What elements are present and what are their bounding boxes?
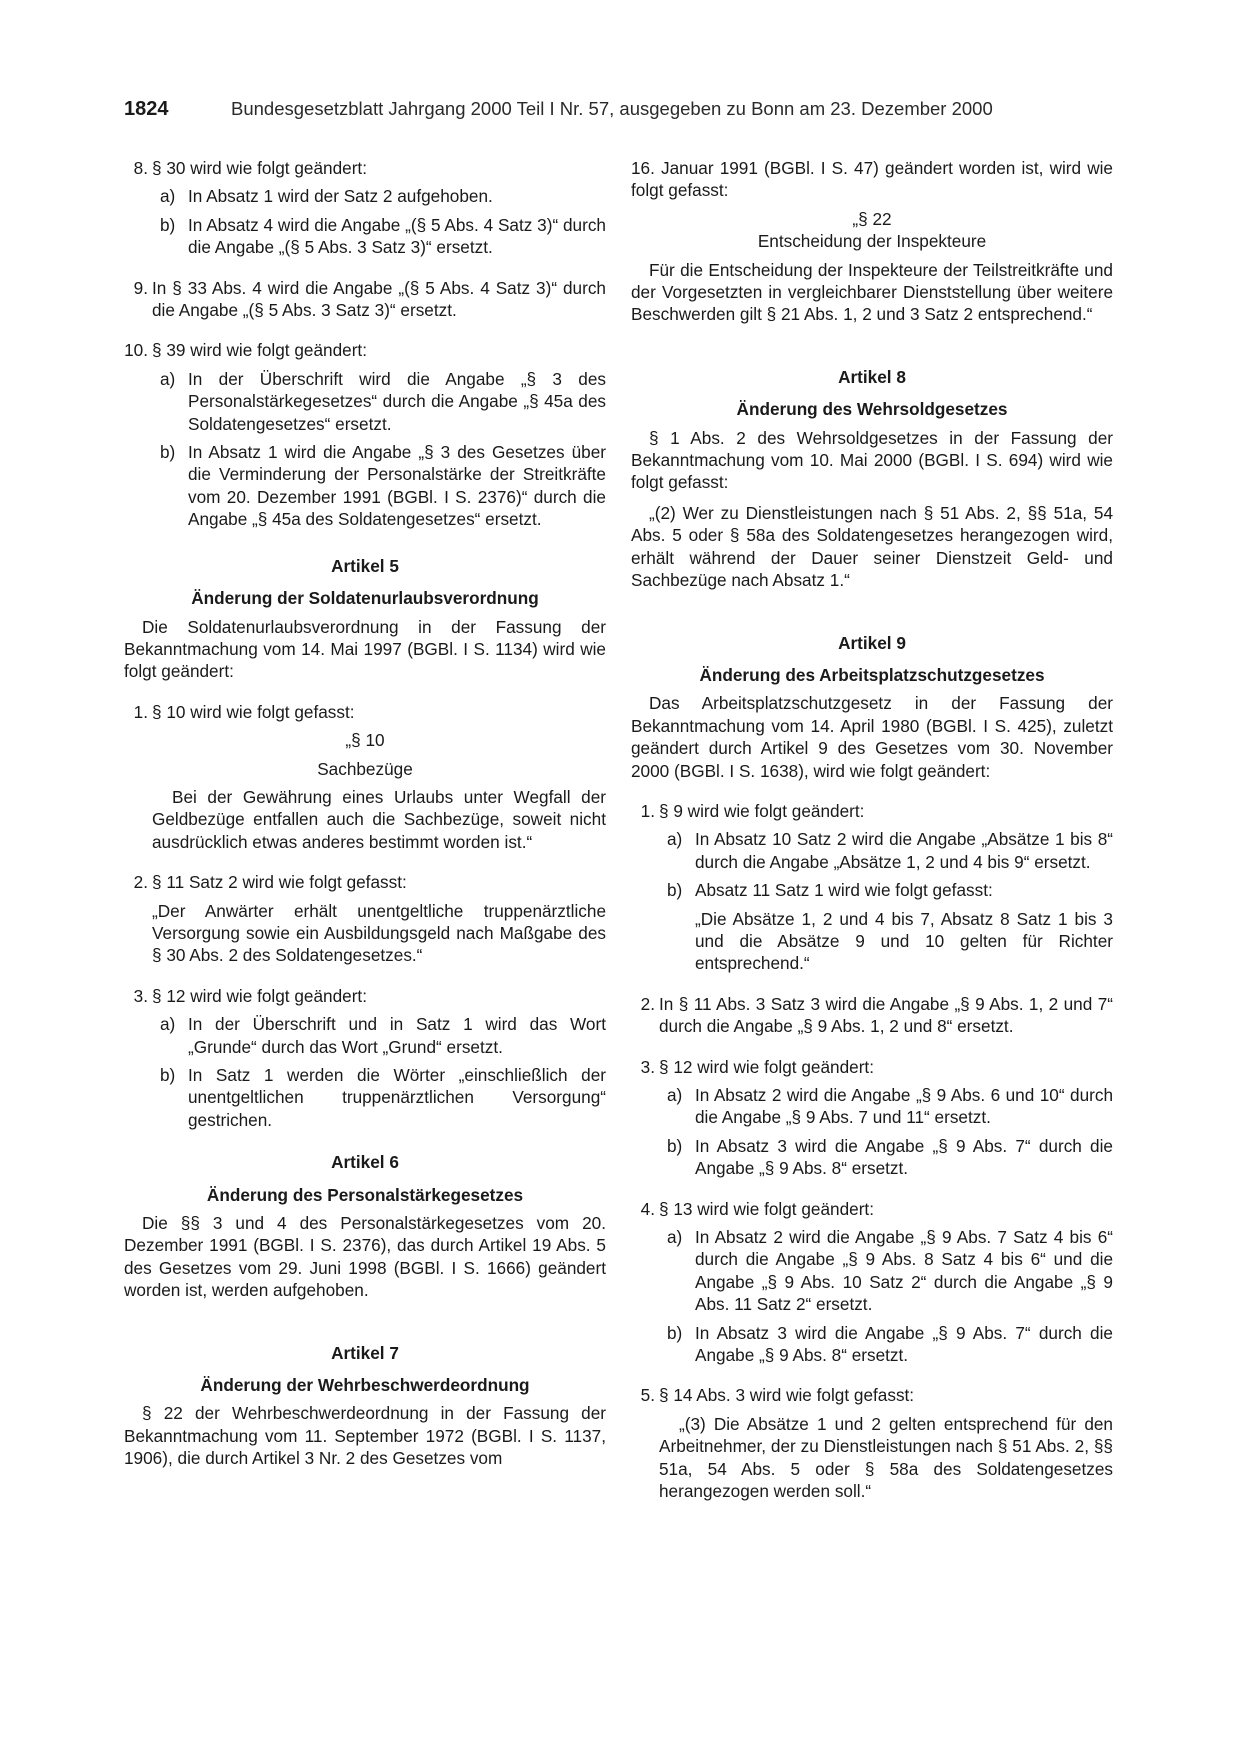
article-number: Artikel 6 — [331, 1152, 399, 1173]
sub-item: a) In Absatz 2 wird die Angabe „§ 9 Abs. 7 Satz 4 bis 6“ durch die Angabe „§ 9 Abs. 8 Satz 4 bis 6“ und die Angabe „§ 9 Abs. 10 Satz 2“ durch die Angabe „§ 9 Abs. 11 Satz 2“ ersetzt. — [667, 1227, 1113, 1315]
page-number: 1824 — [124, 98, 169, 120]
sub-item: b) In Absatz 3 wird die Angabe „§ 9 Abs. 7“ durch die Angabe „§ 9 Abs. 8“ ersetzt. — [667, 1135, 1113, 1179]
sub-item: a) In Absatz 2 wird die Angabe „§ 9 Abs. 6 und 10“ durch die Angabe „§ 9 Abs. 7 und 11“ ersetzt. — [667, 1085, 1113, 1128]
page-header — [124, 97, 1124, 122]
sub-item: b) In Satz 1 werden die Wörter „einschließlich der unentgeltlichen truppenärztlichen Versorgung“ gestrichen. — [160, 1065, 606, 1130]
list-item: 1. § 10 wird wie folgt gefasst: — [133, 701, 355, 722]
paragraph: § 1 Abs. 2 des Wehrsoldgesetzes in der Fassung der Bekanntmachung vom 10. Mai 2000 (BGBl. I S. 694) wird wie folgt gefasst: — [631, 427, 1113, 493]
sub-item: a) In der Überschrift und in Satz 1 wird das Wort „Grunde“ durch das Wort „Grund“ ersetzt. — [160, 1014, 606, 1057]
sub-item: b) In Absatz 1 wird die Angabe „§ 3 des Gesetzes über die Verminderung der Personalstärke der Streitkräfte vom 20. Dezember 1991 (BGBl. I S. 2376)“ durch die Angabe „§ 45a des Soldatengesetzes“ ersetzt. — [160, 442, 606, 530]
section-number: „§ 22 — [852, 208, 892, 229]
sub-item: b) In Absatz 3 wird die Angabe „§ 9 Abs. 7“ durch die Angabe „§ 9 Abs. 8“ ersetzt. — [667, 1322, 1113, 1366]
paragraph: Die Soldatenurlaubsverordnung in der Fassung der Bekanntmachung vom 14. Mai 1997 (BGBl. I S. 1134) wird wie folgt geändert: — [124, 616, 606, 682]
sub-item: a) In der Überschrift wird die Angabe „§ 3 des Personalstärkegesetzes“ durch die Angabe „§ 45a des Soldatengesetzes“ ersetzt. — [160, 368, 606, 434]
quoted-text: „Der Anwärter erhält unentgeltliche truppenärztliche Versorgung sowie ein Ausbildungsgeld nach Maßgabe des § 30 Abs. 2 des Soldatengesetzes.“ — [152, 900, 606, 966]
paragraph: Die §§ 3 und 4 des Personalstärkegesetzes vom 20. Dezember 1991 (BGBl. I S. 2376), das durch Artikel 19 Abs. 5 des Gesetzes vom 29. Juni 1998 (BGBl. I S. 1666) geändert worden ist, werden aufgehoben. — [124, 1213, 606, 1301]
article-title: Änderung der Wehrbeschwerdeordnung — [200, 1375, 530, 1396]
quoted-text: Bei der Gewährung eines Urlaubs unter Wegfall der Geldbezüge entfallen auch die Sachbezüge, soweit nicht ausdrücklich etwas anderes bestimmt worden ist.“ — [152, 786, 606, 852]
list-item: 1. § 9 wird wie folgt geändert: — [640, 800, 865, 821]
article-number: Artikel 8 — [838, 366, 906, 387]
left-column — [124, 157, 606, 1470]
paragraph-continuation: 16. Januar 1991 (BGBl. I S. 47) geändert worden ist, wird wie folgt gefasst: — [631, 158, 1113, 201]
list-item: 9. In § 33 Abs. 4 wird die Angabe „(§ 5 Abs. 4 Satz 3)“ durch die Angabe „(§ 5 Abs. 3 Satz 3)“ ersetzt. — [133, 277, 606, 321]
list-item: 3. § 12 wird wie folgt geändert: — [640, 1056, 874, 1077]
right-column — [631, 157, 1113, 1503]
list-item: 4. § 13 wird wie folgt geändert: — [640, 1198, 874, 1219]
section-number: „§ 10 — [345, 730, 385, 751]
sub-item: a) In Absatz 10 Satz 2 wird die Angabe „Absätze 1 bis 8“ durch die Angabe „Absätze 1, 2 und 4 bis 9“ ersetzt. — [667, 829, 1113, 872]
article-number: Artikel 5 — [331, 555, 399, 576]
list-item: 2. § 11 Satz 2 wird wie folgt gefasst: — [133, 872, 407, 893]
list-item: 5. § 14 Abs. 3 wird wie folgt gefasst: — [640, 1385, 915, 1406]
sub-item: b) Absatz 11 Satz 1 wird wie folgt gefasst: — [667, 880, 993, 901]
article-title: Änderung des Arbeitsplatzschutzgesetzes — [699, 664, 1045, 685]
list-item: 10. § 39 wird wie folgt geändert: — [124, 340, 367, 361]
list-item: 3. § 12 wird wie folgt geändert: — [133, 985, 367, 1006]
quoted-text: „(2) Wer zu Dienstleistungen nach § 51 Abs. 2, §§ 51a, 54 Abs. 5 oder § 58a des Soldatengesetzes herangezogen wird, erhält während der Dauer seiner Dienstzeit Geld- und Sachbezüge nach Absatz 1.“ — [631, 502, 1113, 591]
article-title: Änderung der Soldatenurlaubsverordnung — [191, 588, 539, 609]
paragraph: Das Arbeitsplatzschutzgesetz in der Fassung der Bekanntmachung vom 14. April 1980 (BGBl. I S. 425), zuletzt geändert durch Artikel 9 des Gesetzes vom 30. November 2000 (BGBl. I S. 1638), wird wie folgt geändert: — [631, 693, 1113, 781]
article-title: Änderung des Wehrsoldgesetzes — [736, 399, 1008, 420]
quoted-text: „(3) Die Absätze 1 und 2 gelten entsprechend für den Arbeitnehmer, der zu Dienstleistungen nach § 51 Abs. 2, §§ 51a, 54 Abs. 5 oder § 58a des Soldatengesetzes herangezogen werden soll.“ — [659, 1413, 1113, 1502]
article-title: Änderung des Personalstärkegesetzes — [206, 1184, 524, 1205]
list-item: 8. § 30 wird wie folgt geändert: — [133, 158, 367, 178]
sub-item: a) In Absatz 1 wird der Satz 2 aufgehoben. — [160, 186, 493, 207]
section-heading: Sachbezüge — [317, 758, 413, 779]
article-number: Artikel 9 — [838, 632, 906, 653]
section-heading: Entscheidung der Inspekteure — [757, 231, 987, 252]
header-title: Bundesgesetzblatt Jahrgang 2000 Teil I Nr. 57, ausgegeben zu Bonn am 23. Dezember 2000 — [231, 98, 993, 119]
paragraph: § 22 der Wehrbeschwerdeordnung in der Fassung der Bekanntmachung vom 11. September 1972 (BGBl. I S. 1137, 1906), die durch Artikel 3 Nr. 2 des Gesetzes vom — [124, 1403, 606, 1469]
list-item: 2. In § 11 Abs. 3 Satz 3 wird die Angabe „§ 9 Abs. 1, 2 und 7“ durch die Angabe „§ 9 Abs. 1, 2 und 8“ ersetzt. — [640, 993, 1113, 1037]
article-number: Artikel 7 — [331, 1342, 399, 1363]
quoted-text: Für die Entscheidung der Inspekteure der Teilstreitkräfte und der Vorgesetzten in vergleichbarer Dienststellung über weitere Beschwerden gilt § 21 Abs. 1, 2 und 3 Satz 2 entsprechend.“ — [631, 259, 1113, 325]
sub-item: b) In Absatz 4 wird die Angabe „(§ 5 Abs. 4 Satz 3)“ durch die Angabe „(§ 5 Abs. 3 Satz 3)“ ersetzt. — [160, 214, 606, 258]
quoted-text: „Die Absätze 1, 2 und 4 bis 7, Absatz 8 Satz 1 bis 3 und die Absätze 9 und 10 gelten für Richter entsprechend.“ — [695, 908, 1113, 974]
